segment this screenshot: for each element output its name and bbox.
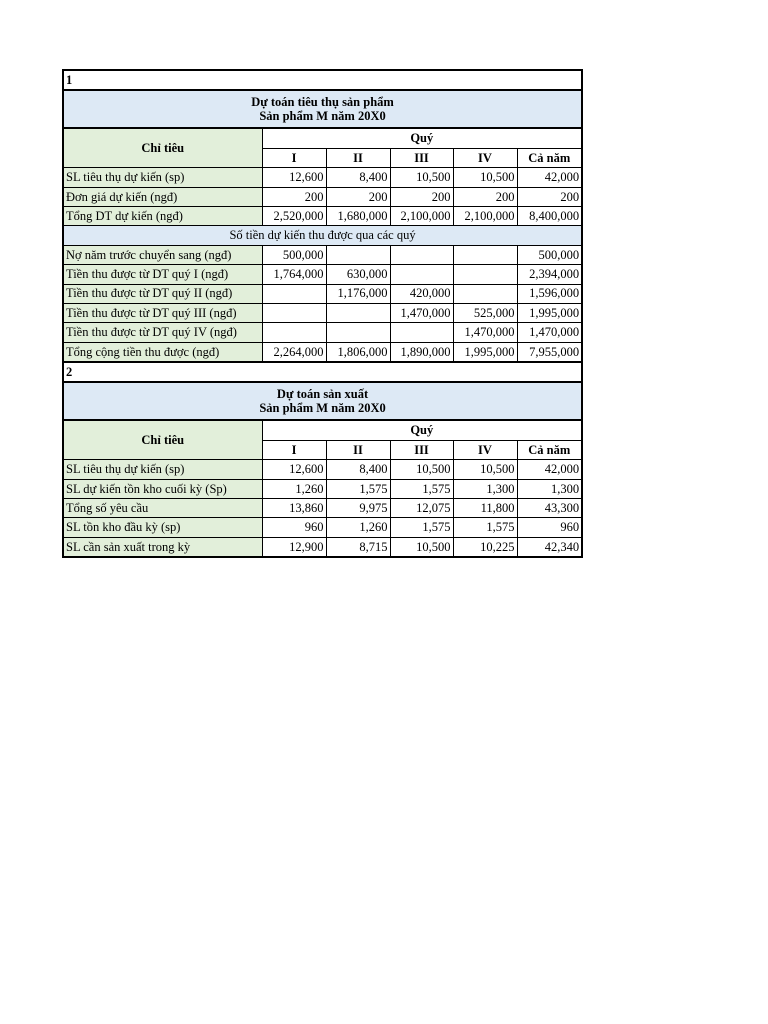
section1-index-row (63, 70, 582, 90)
section1-title[interactable] (63, 90, 582, 128)
section2-row-label[interactable]: SL dự kiến tồn kho cuối kỳ (Sp) (63, 479, 262, 498)
section2-title-line1: Dự toán sản xuất (276, 387, 369, 402)
section1-title-line1: Dự toán tiêu thụ sản phẩm (251, 95, 394, 110)
section2-row-value[interactable]: 1,575 (390, 518, 453, 537)
section1-row-value[interactable]: 200 (326, 187, 390, 206)
section1-col-header[interactable]: III (390, 148, 453, 167)
section2-row-value[interactable]: 960 (517, 518, 582, 537)
section1-collection-value[interactable]: 500,000 (517, 245, 582, 264)
section1-header-group[interactable]: Quý (262, 128, 582, 148)
section1-collection-row (63, 342, 582, 362)
section1-collection-value[interactable]: 525,000 (453, 303, 517, 322)
section1-collection-value[interactable]: 630,000 (326, 265, 390, 284)
section2-row-value[interactable]: 42,340 (517, 537, 582, 557)
section1-collection-value[interactable] (453, 245, 517, 264)
section1-collection-value[interactable] (390, 265, 453, 284)
section1-collection-row (63, 265, 582, 284)
section1-collection-value[interactable]: 1,890,000 (390, 342, 453, 362)
section2-row-label[interactable]: Tổng số yêu cầu (63, 499, 262, 518)
section2-row-value[interactable]: 960 (262, 518, 326, 537)
section2-data-row (63, 537, 582, 557)
section1-title-row (63, 90, 582, 128)
section2-row-value[interactable]: 12,075 (390, 499, 453, 518)
section2-row-value[interactable]: 10,500 (390, 537, 453, 557)
section2-row-label[interactable]: SL tồn kho đầu kỳ (sp) (63, 518, 262, 537)
section2-title[interactable] (63, 382, 582, 420)
section1-collection-row (63, 245, 582, 264)
section2-row-value[interactable]: 1,260 (262, 479, 326, 498)
section2-col-header[interactable]: Cả năm (517, 440, 582, 459)
section2-col-header[interactable]: IV (453, 440, 517, 459)
section2-row-value[interactable]: 1,300 (517, 479, 582, 498)
section1-col-header[interactable]: II (326, 148, 390, 167)
section1-collection-label[interactable]: Tiền thu được từ DT quý II (ngđ) (63, 284, 262, 303)
section1-collection-value[interactable] (453, 284, 517, 303)
section1-collection-value[interactable]: 1,995,000 (517, 303, 582, 322)
section1-collection-label[interactable]: Nợ năm trước chuyển sang (ngđ) (63, 245, 262, 264)
section2-col-header[interactable]: I (262, 440, 326, 459)
section1-row-value[interactable]: 10,500 (453, 168, 517, 187)
section1-collection-row (63, 284, 582, 303)
section2-index[interactable]: 2 (63, 362, 582, 382)
section1-collection-value[interactable]: 2,264,000 (262, 342, 326, 362)
section1-collection-value[interactable]: 1,470,000 (453, 323, 517, 342)
section1-row-label[interactable]: Đơn giá dự kiến (ngđ) (63, 187, 262, 206)
section2-data-row (63, 518, 582, 537)
section1-subheader-row (63, 226, 582, 245)
section2-row-value[interactable]: 8,400 (326, 460, 390, 479)
section2-row-label[interactable]: SL cần sản xuất trong kỳ (63, 537, 262, 557)
section1-collection-value[interactable]: 1,470,000 (390, 303, 453, 322)
section1-data-row (63, 168, 582, 187)
section2-title-row (63, 382, 582, 420)
section1-collection-value[interactable]: 2,394,000 (517, 265, 582, 284)
section1-col-header[interactable]: Cả năm (517, 148, 582, 167)
section1-subheader[interactable]: Số tiền dự kiến thu được qua các quý (63, 226, 582, 245)
section2-col-header[interactable]: II (326, 440, 390, 459)
section1-col-header[interactable]: I (262, 148, 326, 167)
section1-collection-value[interactable] (453, 265, 517, 284)
section2-row-value[interactable]: 13,860 (262, 499, 326, 518)
section1-title-line2: Sản phẩm M năm 20X0 (259, 109, 386, 124)
section1-collection-value[interactable]: 1,596,000 (517, 284, 582, 303)
section2-row-value[interactable]: 1,575 (390, 479, 453, 498)
section2-row-value[interactable]: 1,300 (453, 479, 517, 498)
section1-collection-label[interactable]: Tổng cộng tiền thu được (ngđ) (63, 342, 262, 362)
section1-collection-value[interactable]: 420,000 (390, 284, 453, 303)
section2-index-row (63, 362, 582, 382)
section2-row-value[interactable]: 9,975 (326, 499, 390, 518)
section1-collection-value[interactable]: 1,995,000 (453, 342, 517, 362)
section1-header-label[interactable]: Chỉ tiêu (63, 128, 262, 167)
section1-collection-row (63, 303, 582, 322)
section2-row-value[interactable]: 12,900 (262, 537, 326, 557)
section1-col-header[interactable]: IV (453, 148, 517, 167)
section1-row-label[interactable]: Tổng DT dự kiến (ngđ) (63, 206, 262, 225)
section1-row-value[interactable]: 200 (517, 187, 582, 206)
section2-row-value[interactable]: 1,575 (453, 518, 517, 537)
section1-row-value[interactable]: 1,680,000 (326, 206, 390, 225)
section1-collection-value[interactable] (262, 303, 326, 322)
section1-row-value[interactable]: 200 (453, 187, 517, 206)
section1-collection-value[interactable] (262, 284, 326, 303)
section1-index[interactable]: 1 (63, 70, 582, 90)
section1-row-value[interactable]: 10,500 (390, 168, 453, 187)
section1-collection-label[interactable]: Tiền thu được từ DT quý I (ngđ) (63, 265, 262, 284)
section1-collection-value[interactable]: 1,806,000 (326, 342, 390, 362)
section2-header-row1 (63, 420, 582, 440)
section1-row-value[interactable]: 200 (262, 187, 326, 206)
section1-row-value[interactable]: 42,000 (517, 168, 582, 187)
section1-collection-value[interactable] (326, 245, 390, 264)
section2-row-value[interactable]: 10,500 (390, 460, 453, 479)
section1-collection-value[interactable] (326, 303, 390, 322)
section1-row-label[interactable]: SL tiêu thụ dự kiến (sp) (63, 168, 262, 187)
section1-collection-value[interactable] (262, 323, 326, 342)
section1-collection-value[interactable]: 1,176,000 (326, 284, 390, 303)
section2-row-value[interactable]: 11,800 (453, 499, 517, 518)
section2-row-value[interactable]: 42,000 (517, 460, 582, 479)
section2-row-value[interactable]: 1,575 (326, 479, 390, 498)
section2-data-row (63, 460, 582, 479)
section2-row-value[interactable]: 8,715 (326, 537, 390, 557)
section1-collection-value[interactable]: 500,000 (262, 245, 326, 264)
section1-collection-row (63, 323, 582, 342)
section2-row-value[interactable]: 1,260 (326, 518, 390, 537)
section2-data-row (63, 479, 582, 498)
section2-data-row (63, 499, 582, 518)
section1-collection-value[interactable]: 1,764,000 (262, 265, 326, 284)
section2-row-value[interactable]: 43,300 (517, 499, 582, 518)
section1-collection-label[interactable]: Tiền thu được từ DT quý III (ngđ) (63, 303, 262, 322)
section1-header-row1 (63, 128, 582, 148)
section1-collection-value[interactable]: 1,470,000 (517, 323, 582, 342)
section2-row-label[interactable]: SL tiêu thụ dự kiến (sp) (63, 460, 262, 479)
section1-row-value[interactable]: 8,400,000 (517, 206, 582, 225)
section1-data-row (63, 206, 582, 225)
section1-row-value[interactable]: 2,100,000 (453, 206, 517, 225)
section1-collection-value[interactable] (390, 245, 453, 264)
section1-collection-label[interactable]: Tiền thu được từ DT quý IV (ngđ) (63, 323, 262, 342)
section1-row-value[interactable]: 2,520,000 (262, 206, 326, 225)
section1-collection-value[interactable] (390, 323, 453, 342)
section2-row-value[interactable]: 10,225 (453, 537, 517, 557)
section1-collection-value[interactable]: 7,955,000 (517, 342, 582, 362)
section2-row-value[interactable]: 12,600 (262, 460, 326, 479)
budget-sheet (62, 69, 583, 558)
section1-row-value[interactable]: 200 (390, 187, 453, 206)
section1-data-row (63, 187, 582, 206)
section2-col-header[interactable]: III (390, 440, 453, 459)
section1-row-value[interactable]: 8,400 (326, 168, 390, 187)
section1-collection-value[interactable] (326, 323, 390, 342)
section2-header-group[interactable]: Quý (262, 420, 582, 440)
section2-row-value[interactable]: 10,500 (453, 460, 517, 479)
section2-header-label[interactable]: Chỉ tiêu (63, 420, 262, 459)
section2-title-line2: Sản phẩm M năm 20X0 (259, 401, 386, 416)
section1-row-value[interactable]: 12,600 (262, 168, 326, 187)
section1-row-value[interactable]: 2,100,000 (390, 206, 453, 225)
